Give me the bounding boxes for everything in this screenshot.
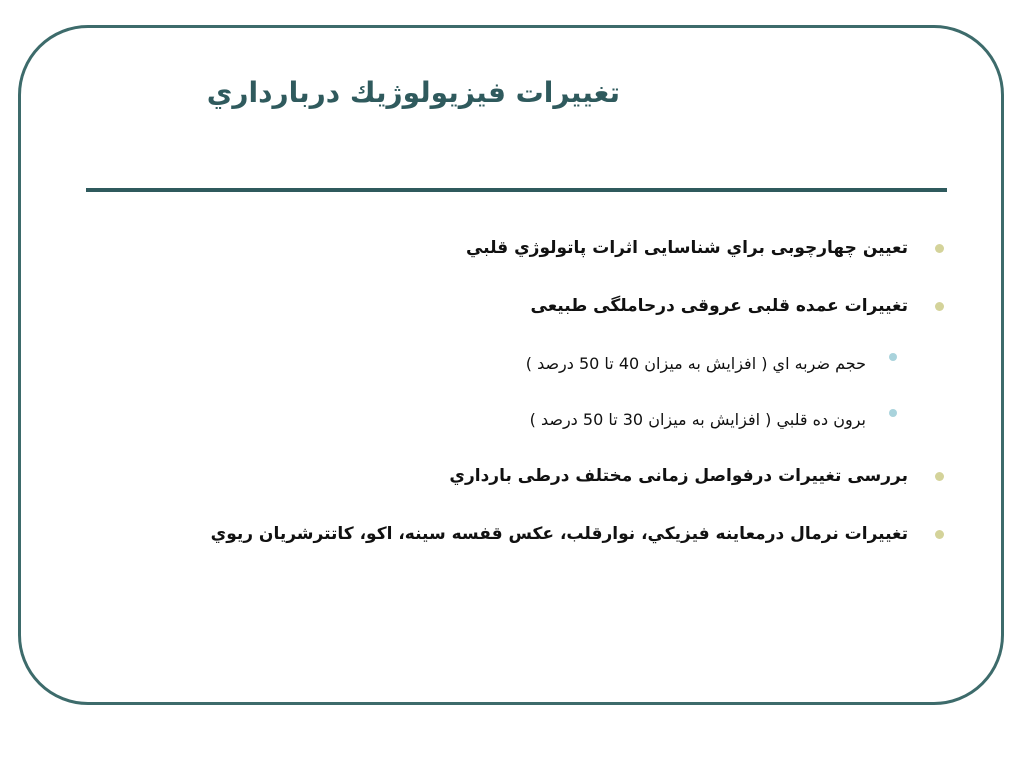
bullet-text: تغييرات نرمال درمعاينه فيزيكي، نوارقلب، عكس قفسه سينه، اكو، كاتترشريان ريوي — [210, 524, 908, 544]
sub-bullet-text: برون ده قلبي ( افزايش به ميزان 30 تا 50 درصد ) — [529, 410, 866, 429]
sub-bullet-text: حجم ضربه اي ( افزايش به ميزان 40 تا 50 درصد ) — [525, 354, 866, 373]
slide-title: تغييرات فيزيولوژيك دربارداري — [206, 76, 620, 109]
bullet-list — [150, 228, 954, 572]
bullet-dot-icon — [935, 302, 944, 311]
bullet-text: بررسی تغييرات درفواصل زمانی مختلف درطی بارداري — [449, 466, 908, 486]
bullet-dot-icon — [935, 244, 944, 253]
bullet-item — [150, 514, 954, 572]
title-divider — [86, 188, 947, 192]
bullet-item — [150, 286, 954, 344]
bullet-item — [150, 228, 954, 286]
bullet-dot-icon — [935, 530, 944, 539]
bullet-item — [150, 456, 954, 514]
sub-bullet-dot-icon — [889, 353, 897, 361]
bullet-text: تغييرات عمده قلبی عروقی درحاملگی طبيعی — [530, 296, 908, 316]
sub-bullet-item — [150, 344, 954, 400]
sub-bullet-item — [150, 400, 954, 456]
sub-bullet-dot-icon — [889, 409, 897, 417]
bullet-dot-icon — [935, 472, 944, 481]
bullet-text: تعيين چهارچوبی براي شناسايی اثرات پاتولوژي قلبي — [465, 238, 908, 258]
